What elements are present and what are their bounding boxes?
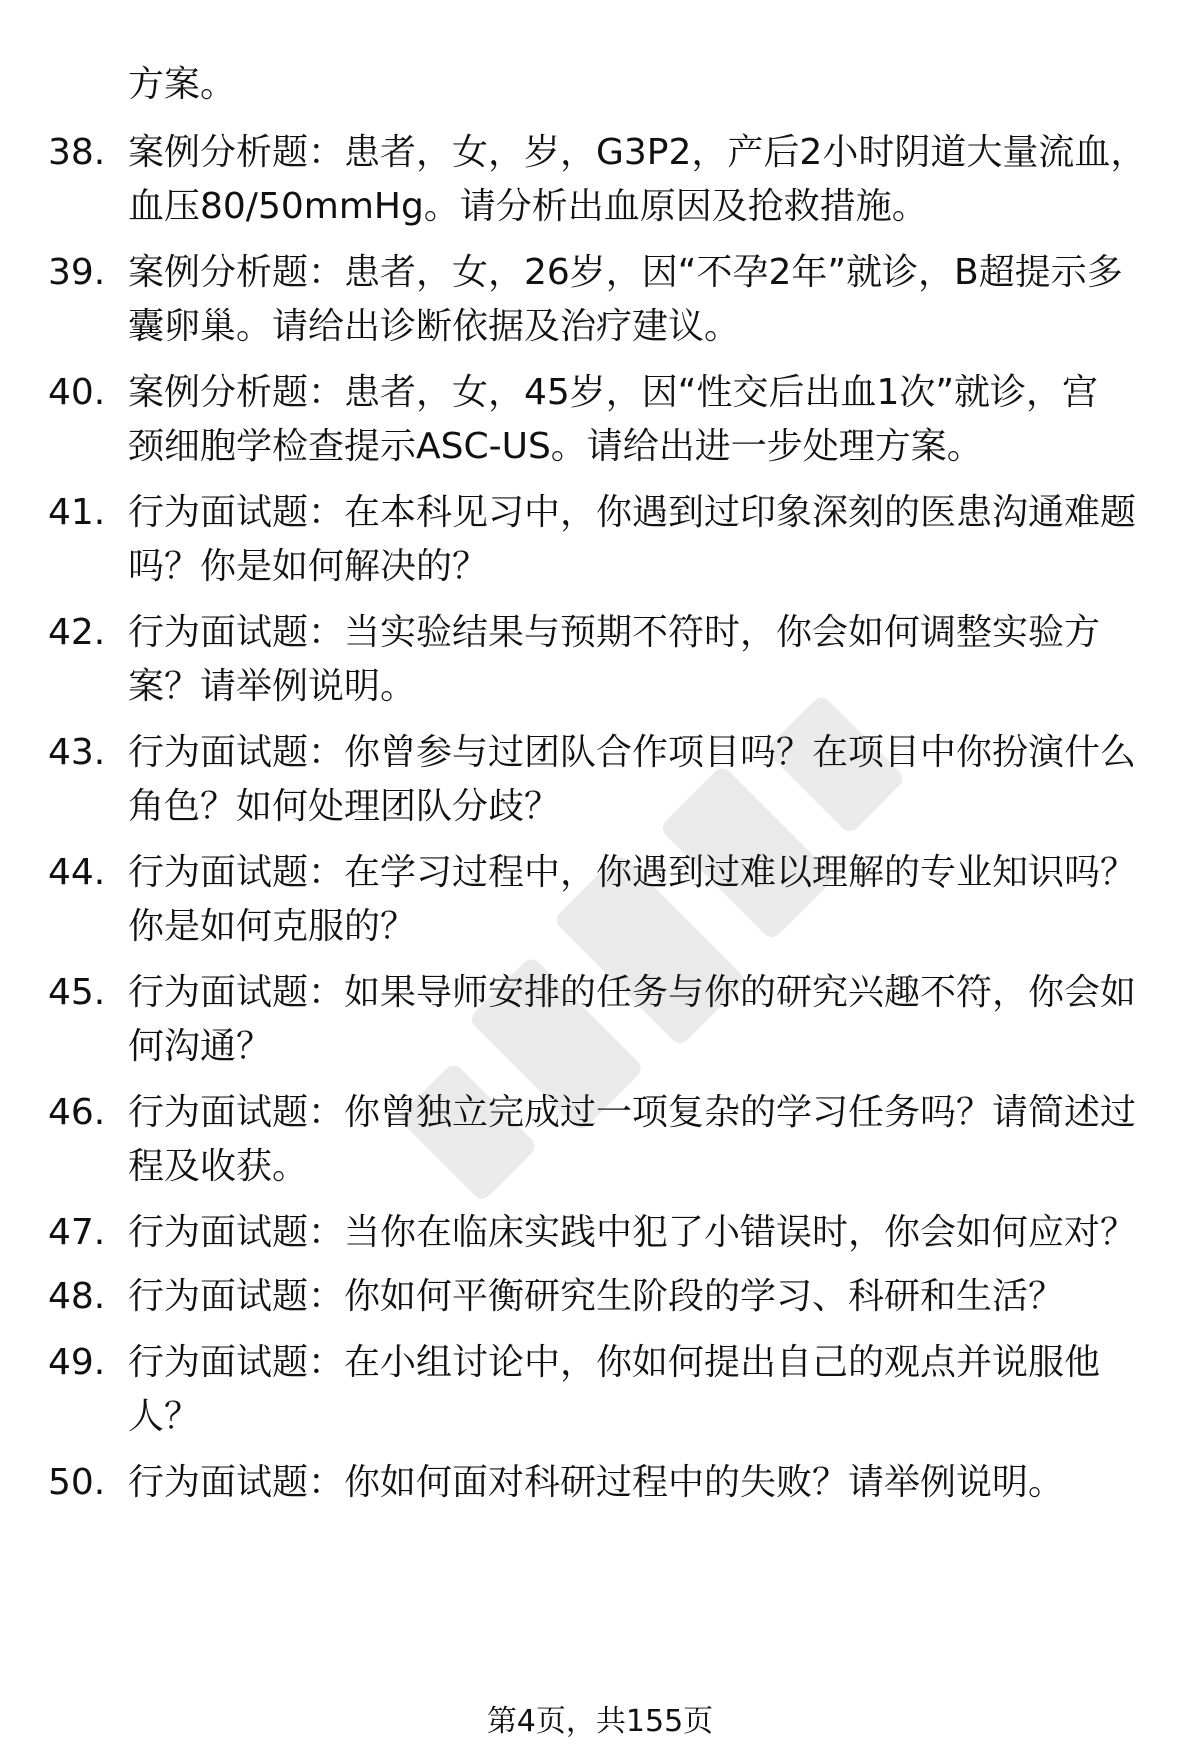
question-number: 41. <box>48 492 106 533</box>
question-text: 行为面试题：你曾独立完成过一项复杂的学习任务吗？请简述过 程及收获。 <box>128 1092 1137 1187</box>
question-number: 46. <box>48 1092 106 1133</box>
question-text: 行为面试题：你如何面对科研过程中的失败？请举例说明。 <box>128 1462 1065 1503</box>
question-text: 行为面试题：在本科见习中，你遇到过印象深刻的医患沟通难题 吗？你是如何解决的？ <box>128 492 1137 587</box>
question-number: 40. <box>48 372 106 413</box>
continued-text: 方案。 <box>128 64 237 105</box>
question-text: 行为面试题：在学习过程中，你遇到过难以理解的专业知识吗？ 你是如何克服的？ <box>128 852 1137 947</box>
question-text: 行为面试题：如果导师安排的任务与你的研究兴趣不符，你会如 何沟通？ <box>128 972 1137 1067</box>
question-number: 49. <box>48 1342 106 1383</box>
question-text: 行为面试题：你曾参与过团队合作项目吗？在项目中你扮演什么 角色？如何处理团队分歧？ <box>128 732 1137 827</box>
question-number: 45. <box>48 972 106 1013</box>
question-text: 行为面试题：你如何平衡研究生阶段的学习、科研和生活？ <box>128 1276 1065 1317</box>
question-number: 48. <box>48 1276 106 1317</box>
page-footer: 第4页，共155页 <box>486 1704 714 1739</box>
question-number: 50. <box>48 1462 106 1503</box>
question-number: 39. <box>48 252 106 293</box>
question-text: 行为面试题：当你在临床实践中犯了小错误时，你会如何应对？ <box>128 1212 1137 1253</box>
question-text: 案例分析题：患者，女，26岁，因“不孕2年”就诊，B超提示多 囊卵巢。请给出诊断依据及治疗建议。 <box>128 252 1123 347</box>
question-number: 43. <box>48 732 106 773</box>
question-number: 42. <box>48 612 106 653</box>
question-text: 行为面试题：在小组讨论中，你如何提出自己的观点并说服他 人？ <box>128 1342 1101 1437</box>
question-number: 47. <box>48 1212 106 1253</box>
question-text: 案例分析题：患者，女，岁，G3P2，产后2小时阴道大量流血， 血压80/50mmHg。请分析出血原因及抢救措施。 <box>128 132 1147 227</box>
question-number: 44. <box>48 852 106 893</box>
question-text: 案例分析题：患者，女，45岁，因“性交后出血1次”就诊，宫 颈细胞学检查提示ASC-US。请给出进一步处理方案。 <box>128 372 1099 467</box>
question-number: 38. <box>48 132 106 173</box>
question-text: 行为面试题：当实验结果与预期不符时，你会如何调整实验方 案？请举例说明。 <box>128 612 1101 707</box>
